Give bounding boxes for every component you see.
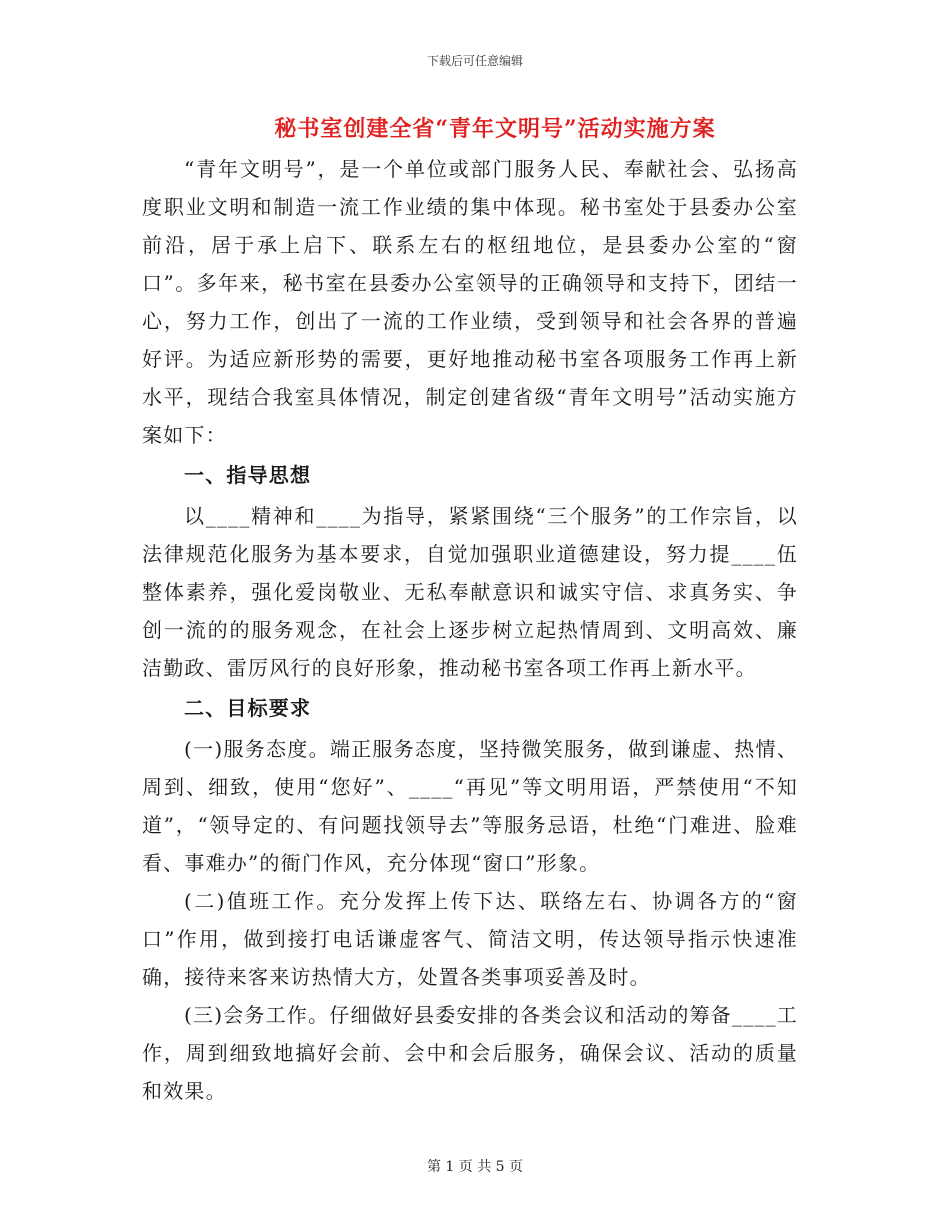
- goal-item-duty-work: (二)值班工作。充分发挥上传下达、联络左右、协调各方的“窗口”作用，做到接打电话谦虚客气、简洁文明，传达领导指示快速准确，接待来客来访热情大方，处置各类事项妥善及时。: [142, 889, 798, 989]
- section-heading-guiding-ideology: 一、指导思想: [184, 463, 312, 487]
- intro-paragraph: “青年文明号”，是一个单位或部门服务人民、奉献社会、弘扬高度职业文明和制造一流工作业绩的集中体现。秘书室处于县委办公室前沿，居于承上启下、联系左右的枢纽地位，是县委办公室的“窗口”。多年来，秘书室在县委办公室领导的正确领导和支持下，团结一心，努力工作，创出了一流的工作业绩，受到领导和社会各界的普遍好评。为适应新形势的需要，更好地推动秘书室各项服务工作再上新水平，现结合我室具体情况，制定创建省级“青年文明号”活动实施方案如下：: [142, 157, 798, 447]
- section-heading-goals: 二、目标要求: [184, 696, 312, 720]
- header-note: 下载后可任意编辑: [426, 54, 523, 68]
- document-title: 秘书室创建全省“青年文明号”活动实施方案: [274, 116, 716, 142]
- goal-item-service-attitude: (一)服务态度。端正服务态度，坚持微笑服务，做到谦虚、热情、周到、细致，使用“您好”、____“再见”等文明用语，严禁使用“不知道”，“领导定的、有问题找领导去”等服务忌语，杜绝“门难进、脸难看、事难办”的衙门作风，充分体现“窗口”形象。: [142, 737, 798, 875]
- document-body: [142, 150, 798, 1110]
- guiding-ideology-paragraph: 以____精神和____为指导，紧紧围绕“三个服务”的工作宗旨，以法律规范化服务为基本要求，自觉加强职业道德建设，努力提____伍整体素养，强化爱岗敬业、无私奉献意识和诚实守信、求真务实、争创一流的的服务观念，在社会上逐步树立起热情周到、文明高效、廉洁勤政、雷厉风行的良好形象，推动秘书室各项工作再上新水平。: [142, 504, 798, 680]
- goal-item-meeting-work: (三)会务工作。仔细做好县委安排的各类会议和活动的筹备____工作，周到细致地搞好会前、会中和会后服务，确保会议、活动的质量和效果。: [142, 1003, 799, 1103]
- page-number-footer: 第 1 页 共 5 页: [426, 1159, 524, 1175]
